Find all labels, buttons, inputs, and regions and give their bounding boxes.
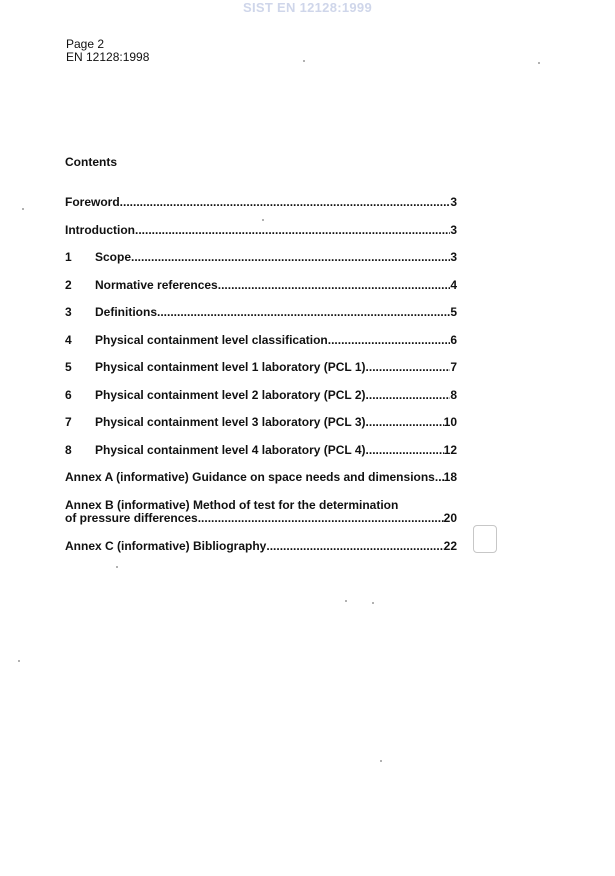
toc-entry-number: 6 [65,388,72,402]
toc-entry-page: 8 [450,388,457,402]
dot-leader [266,540,443,553]
toc-entry-page: 3 [450,223,457,237]
dot-leader [131,251,450,264]
toc-entry-title: Definitions [95,305,157,319]
toc-entry [65,334,457,347]
scan-speck [262,219,264,221]
toc-entry-page: 10 [443,415,457,429]
toc-entry [65,389,457,402]
contents-heading: Contents [65,155,117,169]
dot-leader [435,471,444,484]
toc-entry-page: 20 [443,511,457,525]
toc-entry [65,416,457,429]
toc-entry-number: 8 [65,443,72,457]
toc-entry-title: Introduction [65,223,135,237]
scan-speck [18,660,20,662]
toc-entry [65,306,457,319]
toc-entry [65,471,457,484]
toc-entry-title: Scope [95,250,132,264]
toc-entry-title-line: Annex B (informative) Method of test for the determination [65,498,399,512]
watermark: SIST EN 12128:1999 [243,0,372,15]
toc-entry [65,540,457,553]
toc-entry-page: 12 [443,443,457,457]
stamp-mark [473,525,497,553]
toc-entry-page: 7 [450,360,457,374]
toc-entry-page: 22 [443,539,457,553]
toc-entry-title: Normative references [95,278,218,292]
scan-speck [22,208,24,210]
toc-entry [65,224,457,237]
toc-entry-title: Physical containment level classification [95,333,328,347]
toc-entry [65,196,457,209]
dot-leader [366,444,444,457]
toc-entry-title: Physical containment level 2 laboratory (PCL 2) [95,388,366,402]
toc-entry-page: 3 [450,195,457,209]
toc-entry-title: Foreword [65,195,120,209]
toc-entry-title: Annex C (informative) Bibliography [65,539,267,553]
toc-entry [65,361,457,374]
toc-entry-title: of pressure differences [65,511,198,525]
toc-entry-page: 18 [443,470,457,484]
dot-leader [366,416,444,429]
toc-entry [65,499,457,525]
toc-entry-number: 5 [65,360,72,374]
toc-entry-number: 1 [65,250,72,264]
toc-entry-number: 3 [65,305,72,319]
page-number: Page 2 [66,37,105,51]
toc-entry [65,444,457,457]
dot-leader [157,306,450,319]
dot-leader [366,389,451,402]
scan-speck [116,566,118,568]
toc-entry-title: Physical containment level 4 laboratory (PCL 4) [95,443,366,457]
scan-speck [372,602,374,604]
dot-leader [218,279,451,292]
toc-entry-title: Physical containment level 1 laboratory (PCL 1) [95,360,366,374]
toc-entry-page: 6 [450,333,457,347]
toc-entry-title: Physical containment level 3 laboratory (PCL 3) [95,415,366,429]
dot-leader [120,196,451,209]
toc-entry-title: Annex A (informative) Guidance on space needs and dimensions [65,470,435,484]
toc-entry-page: 5 [450,305,457,319]
scan-speck [538,62,540,64]
toc-entry [65,279,457,292]
standard-number: EN 12128:1998 [66,50,150,64]
scan-speck [303,60,305,62]
toc-entry-page: 4 [450,278,457,292]
dot-leader [135,224,450,237]
page-header [66,38,149,64]
scan-speck [345,600,347,602]
toc-entry-page: 3 [450,250,457,264]
dot-leader [328,334,451,347]
toc-entry [65,251,457,264]
toc-entry-number: 2 [65,278,72,292]
dot-leader [198,512,444,525]
scan-speck [380,760,382,762]
toc-entry-number: 7 [65,415,72,429]
toc-entry-number: 4 [65,333,72,347]
dot-leader [366,361,451,374]
